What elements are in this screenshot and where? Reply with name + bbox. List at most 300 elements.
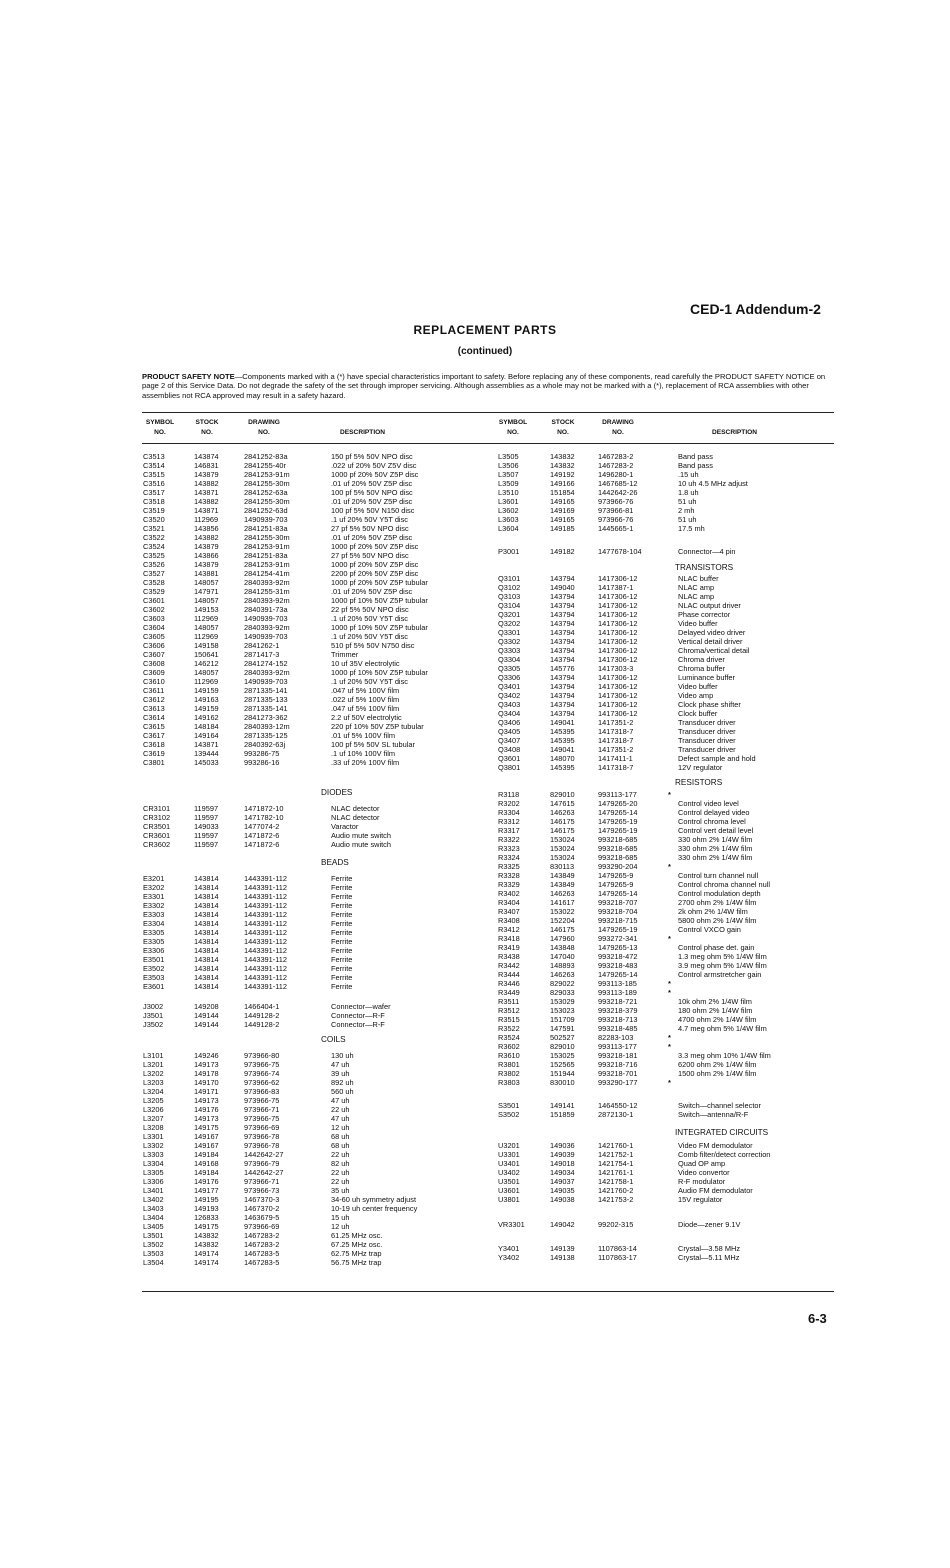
- stock-number: 153024: [550, 844, 575, 853]
- part-symbol: U3201: [498, 1141, 520, 1150]
- drawing-number: 973966-74: [244, 1069, 280, 1078]
- part-description: 330 ohm 2% 1/4W film: [678, 853, 753, 862]
- drawing-number: 1443391-112: [244, 901, 288, 910]
- part-symbol: E3304: [143, 919, 165, 928]
- part-symbol: R3329: [498, 880, 520, 889]
- part-description: .047 uf 5% 100V film: [331, 704, 400, 713]
- drawing-number: 1490939-703: [244, 515, 288, 524]
- part-description: NLAC detector: [331, 813, 380, 822]
- part-symbol: E3302: [143, 901, 165, 910]
- drawing-number: 2841251-83a: [244, 524, 288, 533]
- part-symbol: C3608: [143, 659, 165, 668]
- stock-number: 143848: [550, 943, 575, 952]
- drawing-number: 1417306-12: [598, 574, 638, 583]
- drawing-number: 1417306-12: [598, 628, 638, 637]
- drawing-number: 2841253-91m: [244, 470, 290, 479]
- part-description: Trimmer: [331, 650, 359, 659]
- part-symbol: C3614: [143, 713, 165, 722]
- col-header-stock: STOCK NO.: [195, 419, 219, 436]
- part-symbol: E3202: [143, 883, 165, 892]
- part-symbol: L3301: [143, 1132, 164, 1141]
- stock-number: 149038: [550, 1195, 575, 1204]
- part-symbol: E3502: [143, 964, 165, 973]
- stock-number: 143794: [550, 709, 575, 718]
- drawing-number: 1479265-19: [598, 925, 638, 934]
- part-description: 330 ohm 2% 1/4W film: [678, 844, 753, 853]
- part-description: 100 pf 5% 50V N150 disc: [331, 506, 415, 515]
- part-symbol: Q3202: [498, 619, 521, 628]
- part-description: 27 pf 5% 50V NPO disc: [331, 551, 409, 560]
- stock-number: 145033: [194, 758, 219, 767]
- drawing-number: 1464550-12: [598, 1101, 638, 1110]
- stock-number: 153024: [550, 835, 575, 844]
- drawing-number: 973966-71: [244, 1177, 280, 1186]
- drawing-number: 1442642-26: [598, 488, 638, 497]
- part-symbol: R3515: [498, 1015, 520, 1024]
- part-symbol: S3501: [498, 1101, 520, 1110]
- stock-number: 149195: [194, 1195, 219, 1204]
- part-symbol: R3522: [498, 1024, 520, 1033]
- part-description: Ferrite: [331, 919, 353, 928]
- part-description: Ferrite: [331, 892, 353, 901]
- drawing-number: 993290-204: [598, 862, 638, 871]
- stock-number: 149170: [194, 1078, 219, 1087]
- part-symbol: Q3306: [498, 673, 521, 682]
- part-description: Control turn channel null: [678, 871, 759, 880]
- part-symbol: E3303: [143, 910, 165, 919]
- drawing-number: 973966-75: [244, 1060, 280, 1069]
- drawing-number: 1443391-112: [244, 874, 288, 883]
- part-description: Audio FM demodulator: [678, 1186, 753, 1195]
- col-header-description: DESCRIPTION: [340, 429, 386, 436]
- part-symbol: C3529: [143, 587, 165, 596]
- stock-number: 148070: [550, 754, 575, 763]
- part-description: 15V regulator: [678, 1195, 723, 1204]
- part-symbol: L3201: [143, 1060, 164, 1069]
- stock-number: 149185: [550, 524, 575, 533]
- drawing-number: 1417306-12: [598, 691, 638, 700]
- part-symbol: C3617: [143, 731, 165, 740]
- part-symbol: C3518: [143, 497, 165, 506]
- stock-number: 149138: [550, 1253, 575, 1262]
- part-symbol: R3407: [498, 907, 520, 916]
- drawing-number: 2841262-1: [244, 641, 280, 650]
- part-symbol: CR3602: [143, 840, 171, 849]
- part-description: 100 pf 5% 50V SL tubular: [331, 740, 415, 749]
- drawing-number: 2841273-362: [244, 713, 288, 722]
- stock-number: 143882: [194, 497, 219, 506]
- safety-mark: *: [668, 1078, 671, 1087]
- part-symbol: L3602: [498, 506, 519, 515]
- part-symbol: E3501: [143, 955, 165, 964]
- part-symbol: L3510: [498, 488, 519, 497]
- safety-note-text: —Components marked with a (*) have special characteristics important to safety. Before replacing any of these components, read carefully the PRODUCT SAFETY NOTICE on page 2 of this Service Data. Do not degrade the safety of the set through improper servicing. Although assemblies as a whole may not be marked with a (*), replacement of RCA assemblies with other assemblies not RCA approved may result in a safety hazard.: [142, 372, 826, 400]
- part-symbol: R3418: [498, 934, 520, 943]
- part-symbol: R3524: [498, 1033, 520, 1042]
- drawing-number: 1467283-2: [244, 1240, 280, 1249]
- part-symbol: L3203: [143, 1078, 164, 1087]
- part-symbol: C3526: [143, 560, 165, 569]
- drawing-number: 1417306-12: [598, 637, 638, 646]
- stock-number: 149193: [194, 1204, 219, 1213]
- part-symbol: L3205: [143, 1096, 164, 1105]
- section-heading: COILS: [321, 1035, 346, 1044]
- drawing-number: 1421753-2: [598, 1195, 634, 1204]
- part-description: Control vert detail level: [678, 826, 754, 835]
- drawing-number: 2840393-92m: [244, 623, 290, 632]
- drawing-number: 973966-69: [244, 1222, 280, 1231]
- part-symbol: R3325: [498, 862, 520, 871]
- drawing-number: 2841274-152: [244, 659, 288, 668]
- stock-number: 143794: [550, 592, 575, 601]
- part-symbol: C3515: [143, 470, 165, 479]
- drawing-number: 1417306-12: [598, 700, 638, 709]
- drawing-number: 1417306-12: [598, 646, 638, 655]
- part-description: R-F modulator: [678, 1177, 726, 1186]
- stock-number: 829010: [550, 790, 575, 799]
- stock-number: 149171: [194, 1087, 219, 1096]
- drawing-number: 82283-103: [598, 1033, 634, 1042]
- drawing-number: 993218-685: [598, 853, 638, 862]
- part-description: 15 uh: [331, 1213, 350, 1222]
- stock-number: 143794: [550, 574, 575, 583]
- drawing-number: 1443391-112: [244, 964, 288, 973]
- stock-number: 151854: [550, 488, 575, 497]
- drawing-number: 2872130-1: [598, 1110, 634, 1119]
- part-description: Ferrite: [331, 883, 353, 892]
- stock-number: 139444: [194, 749, 219, 758]
- part-description: Ferrite: [331, 937, 353, 946]
- stock-number: 148893: [550, 961, 575, 970]
- part-description: 2.2 uf 50V electrolytic: [331, 713, 402, 722]
- part-symbol: R3324: [498, 853, 520, 862]
- part-description: .1 uf 20% 50V Y5T disc: [331, 614, 408, 623]
- stock-number: 149158: [194, 641, 219, 650]
- drawing-number: 2841255-31m: [244, 587, 290, 596]
- part-description: Ferrite: [331, 973, 353, 982]
- part-description: .01 uf 20% 50V Z5P disc: [331, 587, 413, 596]
- drawing-number: 2871335-125: [244, 731, 288, 740]
- drawing-number: 973966-79: [244, 1159, 280, 1168]
- part-symbol: L3306: [143, 1177, 164, 1186]
- drawing-number: 1490939-703: [244, 614, 288, 623]
- part-symbol: R3446: [498, 979, 520, 988]
- drawing-number: 2871335-141: [244, 704, 288, 713]
- drawing-number: 1471872-10: [244, 804, 284, 813]
- drawing-number: 973966-75: [244, 1096, 280, 1105]
- drawing-number: 1417411-1: [598, 754, 633, 763]
- safety-mark: *: [668, 862, 671, 871]
- stock-number: 147971: [194, 587, 219, 596]
- part-symbol: R3444: [498, 970, 520, 979]
- stock-number: 143794: [550, 700, 575, 709]
- part-description: Connector—wafer: [331, 1002, 391, 1011]
- drawing-number: 1490939-703: [244, 677, 288, 686]
- part-symbol: L3208: [143, 1123, 164, 1132]
- part-description: .022 uf 20% 50V Z5V disc: [331, 461, 417, 470]
- part-symbol: L3401: [143, 1186, 164, 1195]
- part-symbol: Y3402: [498, 1253, 520, 1262]
- drawing-number: 1443391-112: [244, 910, 288, 919]
- drawing-number: 1443391-112: [244, 883, 288, 892]
- drawing-number: 993290-177: [598, 1078, 638, 1087]
- drawing-number: 1479265-14: [598, 889, 638, 898]
- part-description: 56.75 MHz trap: [331, 1258, 382, 1267]
- drawing-number: 1445665-1: [598, 524, 634, 533]
- part-symbol: Q3407: [498, 736, 521, 745]
- part-symbol: R3317: [498, 826, 520, 835]
- part-description: 10k ohm 2% 1/4W film: [678, 997, 752, 1006]
- drawing-number: 993272-341: [598, 934, 638, 943]
- part-description: NLAC detector: [331, 804, 380, 813]
- part-description: 892 uh: [331, 1078, 354, 1087]
- stock-number: 149165: [550, 497, 575, 506]
- part-symbol: R3412: [498, 925, 520, 934]
- drawing-number: 2840393-92m: [244, 668, 290, 677]
- stock-number: 152204: [550, 916, 575, 925]
- part-description: .01 uf 20% 50V Z5P disc: [331, 533, 413, 542]
- part-symbol: J3501: [143, 1011, 164, 1020]
- part-symbol: L3305: [143, 1168, 164, 1177]
- stock-number: 143874: [194, 452, 219, 461]
- part-description: Comb filter/detect correction: [678, 1150, 771, 1159]
- drawing-number: 993218-715: [598, 916, 638, 925]
- part-description: 68 uh: [331, 1132, 350, 1141]
- part-symbol: Q3301: [498, 628, 521, 637]
- col-header-drawing-right: DRAWING NO.: [602, 419, 634, 436]
- part-description: Luminance buffer: [678, 673, 735, 682]
- part-description: Band pass: [678, 452, 713, 461]
- part-symbol: L3505: [498, 452, 519, 461]
- part-description: 4700 ohm 2% 1/4W film: [678, 1015, 757, 1024]
- part-description: Ferrite: [331, 874, 353, 883]
- stock-number: 502527: [550, 1033, 575, 1042]
- part-symbol: L3202: [143, 1069, 164, 1078]
- drawing-number: 993218-472: [598, 952, 638, 961]
- page-title: REPLACEMENT PARTS: [413, 323, 557, 337]
- part-description: Video convertor: [678, 1168, 730, 1177]
- part-description: Control phase det. gain: [678, 943, 755, 952]
- stock-number: 148057: [194, 623, 219, 632]
- drawing-number: 1442642-27: [244, 1150, 284, 1159]
- part-description: 22 uh: [331, 1105, 350, 1114]
- stock-number: 146263: [550, 889, 575, 898]
- drawing-number: 1467283-2: [598, 452, 634, 461]
- part-description: 22 pf 5% 50V NPO disc: [331, 605, 409, 614]
- stock-number: 149174: [194, 1258, 219, 1267]
- part-description: NLAC output driver: [678, 601, 741, 610]
- part-description: 130 uh: [331, 1051, 354, 1060]
- section-heading: RESISTORS: [675, 778, 723, 787]
- part-symbol: E3301: [143, 892, 165, 901]
- part-description: Chroma/vertical detail: [678, 646, 750, 655]
- part-symbol: U3301: [498, 1150, 520, 1159]
- stock-number: 112969: [194, 677, 219, 686]
- part-description: Transducer driver: [678, 727, 736, 736]
- part-symbol: Q3101: [498, 574, 521, 583]
- part-symbol: R3602: [498, 1042, 520, 1051]
- stock-number: 143814: [194, 973, 219, 982]
- drawing-number: 1477678-104: [598, 547, 642, 556]
- part-description: Clock phase shifter: [678, 700, 741, 709]
- part-description: Video buffer: [678, 619, 718, 628]
- stock-number: 143814: [194, 874, 219, 883]
- drawing-number: 2840391-73a: [244, 605, 288, 614]
- part-description: 62.75 MHz trap: [331, 1249, 382, 1258]
- part-symbol: L3603: [498, 515, 519, 524]
- part-description: Quad OP amp: [678, 1159, 726, 1168]
- part-description: 61.25 MHz osc.: [331, 1231, 383, 1240]
- safety-mark: *: [668, 979, 671, 988]
- part-description: 12 uh: [331, 1222, 350, 1231]
- part-symbol: C3603: [143, 614, 165, 623]
- part-symbol: R3312: [498, 817, 520, 826]
- drawing-number: 2841255-30m: [244, 479, 290, 488]
- stock-number: 149182: [550, 547, 575, 556]
- part-description: 1.8 uh: [678, 488, 699, 497]
- stock-number: 143849: [550, 880, 575, 889]
- part-symbol: C3613: [143, 704, 165, 713]
- part-description: 1000 pf 10% 50V Z5P tubular: [331, 623, 428, 632]
- part-symbol: L3101: [143, 1051, 164, 1060]
- part-symbol: J3502: [143, 1020, 164, 1029]
- page-subtitle: (continued): [457, 346, 513, 357]
- part-description: 51 uh: [678, 515, 697, 524]
- part-symbol: L3403: [143, 1204, 164, 1213]
- part-symbol: E3305: [143, 928, 165, 937]
- drawing-number: 1467370-3: [244, 1195, 280, 1204]
- drawing-number: 2840393-92m: [244, 578, 290, 587]
- part-description: 1.3 meg ohm 5% 1/4W film: [678, 952, 767, 961]
- stock-number: 143794: [550, 637, 575, 646]
- part-symbol: R3404: [498, 898, 520, 907]
- part-description: 3.3 meg ohm 10% 1/4W film: [678, 1051, 771, 1060]
- drawing-number: 1443391-112: [244, 928, 288, 937]
- drawing-number: 993218-701: [598, 1069, 638, 1078]
- part-symbol: Q3102: [498, 583, 521, 592]
- part-description: Transducer driver: [678, 718, 736, 727]
- stock-number: 148184: [194, 722, 219, 731]
- part-symbol: R3402: [498, 889, 520, 898]
- part-symbol: L3402: [143, 1195, 164, 1204]
- stock-number: 143881: [194, 569, 219, 578]
- stock-number: 112969: [194, 515, 219, 524]
- part-description: Chroma buffer: [678, 664, 726, 673]
- stock-number: 149037: [550, 1177, 575, 1186]
- stock-number: 149175: [194, 1222, 219, 1231]
- stock-number: 149034: [550, 1168, 575, 1177]
- part-description: 27 pf 5% 50V NPO disc: [331, 524, 409, 533]
- stock-number: 143879: [194, 560, 219, 569]
- drawing-number: 1479265-13: [598, 943, 638, 952]
- part-description: 2700 ohm 2% 1/4W film: [678, 898, 757, 907]
- stock-number: 143882: [194, 533, 219, 542]
- part-symbol: L3207: [143, 1114, 164, 1123]
- part-description: 2200 pf 20% 50V Z5P disc: [331, 569, 419, 578]
- drawing-number: 1417306-12: [598, 682, 638, 691]
- stock-number: 143794: [550, 682, 575, 691]
- stock-number: 829010: [550, 1042, 575, 1051]
- drawing-number: 1107863-14: [598, 1244, 637, 1253]
- part-symbol: Q3103: [498, 592, 521, 601]
- part-description: Transducer driver: [678, 736, 736, 745]
- drawing-number: 973966-71: [244, 1105, 280, 1114]
- part-description: Defect sample and hold: [678, 754, 756, 763]
- drawing-number: 2840393-12m: [244, 722, 290, 731]
- drawing-number: 973966-76: [598, 515, 634, 524]
- stock-number: 143814: [194, 910, 219, 919]
- drawing-number: 1417351-2: [598, 718, 634, 727]
- stock-number: 149035: [550, 1186, 575, 1195]
- stock-number: 149166: [550, 479, 575, 488]
- drawing-number: 993113-189: [598, 988, 637, 997]
- stock-number: 149144: [194, 1011, 219, 1020]
- part-description: Control VXCO gain: [678, 925, 741, 934]
- part-description: Varactor: [331, 822, 359, 831]
- part-symbol: U3402: [498, 1168, 520, 1177]
- part-symbol: Q3305: [498, 664, 521, 673]
- part-symbol: C3619: [143, 749, 165, 758]
- part-description: Delayed video driver: [678, 628, 746, 637]
- stock-number: 147960: [550, 934, 575, 943]
- part-description: .01 uf 20% 50V Z5P disc: [331, 497, 413, 506]
- stock-number: 830010: [550, 1078, 575, 1087]
- stock-number: 141617: [550, 898, 575, 907]
- drawing-number: 1417351-2: [598, 745, 634, 754]
- drawing-number: 2840393-92m: [244, 596, 290, 605]
- page-number: 6-3: [808, 1311, 827, 1326]
- stock-number: 830113: [550, 862, 575, 871]
- stock-number: 153024: [550, 853, 575, 862]
- part-description: 22 uh: [331, 1150, 350, 1159]
- table-bottom-rule: [142, 1291, 834, 1292]
- stock-number: 143794: [550, 691, 575, 700]
- stock-number: 149042: [550, 1220, 575, 1229]
- part-symbol: Q3405: [498, 727, 521, 736]
- part-description: Transducer driver: [678, 745, 736, 754]
- stock-number: 145395: [550, 763, 575, 772]
- stock-number: 149176: [194, 1177, 219, 1186]
- part-symbol: C3519: [143, 506, 165, 515]
- stock-number: 149165: [550, 515, 575, 524]
- part-symbol: Q3104: [498, 601, 521, 610]
- drawing-number: 973966-80: [244, 1051, 280, 1060]
- part-description: 1000 pf 10% 50V Z5P tubular: [331, 668, 428, 677]
- part-symbol: C3604: [143, 623, 165, 632]
- stock-number: 149192: [550, 470, 575, 479]
- drawing-number: 993218-685: [598, 835, 638, 844]
- drawing-number: 1417306-12: [598, 655, 638, 664]
- section-heading: TRANSISTORS: [675, 563, 734, 572]
- part-symbol: L3509: [498, 479, 519, 488]
- drawing-number: 2841255-40r: [244, 461, 286, 470]
- part-description: 51 uh: [678, 497, 697, 506]
- stock-number: 143794: [550, 628, 575, 637]
- part-symbol: R3438: [498, 952, 520, 961]
- part-symbol: U3401: [498, 1159, 520, 1168]
- stock-number: 150641: [194, 650, 219, 659]
- drawing-number: 1443391-112: [244, 982, 288, 991]
- stock-number: 143794: [550, 646, 575, 655]
- drawing-number: 1467283-2: [598, 461, 634, 470]
- part-symbol: E3503: [143, 973, 165, 982]
- part-description: 4.7 meg ohm 5% 1/4W film: [678, 1024, 767, 1033]
- drawing-number: 2841253-91m: [244, 542, 290, 551]
- part-symbol: P3001: [498, 547, 520, 556]
- drawing-number: 1442642-27: [244, 1168, 284, 1177]
- part-symbol: Q3303: [498, 646, 521, 655]
- stock-number: 149174: [194, 1249, 219, 1258]
